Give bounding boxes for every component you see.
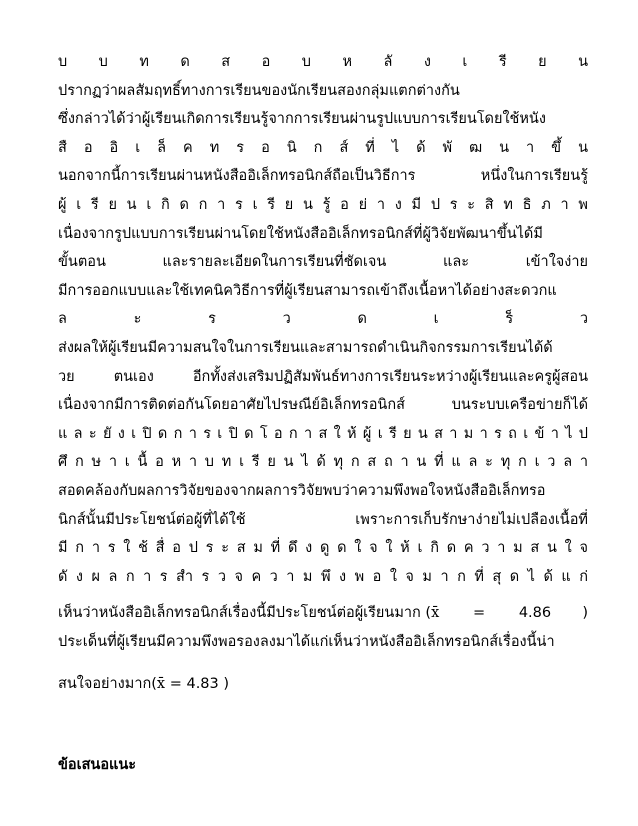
equals-sign-2: = <box>165 676 187 693</box>
paragraph-line: มี ก า ร ใ ช้ สื่ อ ป ร ะ ส ม ที่ ดึ ง ดู ด ใ จ ใ ห้ เ กิ ด ค ว า ม ส น ใ จ <box>58 540 588 557</box>
paragraph-line: วย ตนเอง อีกทั้งส่งเสริมปฏิสัมพันธ์ทางการเรียนระหว่างผู้เรียนและครูผู้สอน <box>58 368 588 385</box>
mean-symbol-2: x̄ <box>156 676 166 693</box>
paragraph-body <box>58 48 588 591</box>
paragraph-line: ล ะ ร ว ด เ ร็ ว <box>58 311 588 328</box>
paragraph-line: บ บ ท ด ส อ บ ห ลั ง เ รี ย น <box>58 54 588 70</box>
mean-result-line-1 <box>58 599 588 628</box>
paragraph-line: นิกส์นั้นมีประโยชน์ต่อผู้ที่ได้ใช้ เพราะการเก็บรักษาง่ายไม่เปลืองเนื้อที่ <box>58 511 588 528</box>
mean-result-text-2: สนใจอย่างมาก( <box>58 676 157 693</box>
paragraph-line: มีการออกแบบและใช้เทคนิควิธีการที่ผู้เรียนสามารถเข้าถึงเนื้อหาได้อย่างสะดวกแ <box>58 282 557 299</box>
paragraph-line: เนื่องจากมีการติดต่อกันโดยอาศัยไปรษณีย์อิเล็กทรอนิกส์ บนระบบเครือข่ายก็ได้ <box>58 397 588 414</box>
paragraph-line: ซึ่งกล่าวได้ว่าผู้เรียนเกิดการเรียนรู้จากการเรียนผ่านรูปแบบการเรียนโดยใช้หนัง <box>58 111 546 128</box>
mean-value-2: 4.83 <box>186 676 219 693</box>
paragraph-line: ผู้ เ รี ย น เ กิ ด ก า ร เ รี ย น รู้ อ ย่ า ง มี ป ร ะ สิ ท ธิ ภ า พ <box>58 196 588 213</box>
paragraph-line: ส่งผลให้ผู้เรียนมีความสนใจในการเรียนและสามารถดำเนินกิจกรรมการเรียนได้ด้ <box>58 339 553 356</box>
paragraph-line: เนื่องจากรูปแบบการเรียนผ่านโดยใช้หนังสืออิเล็กทรอนิกส์ที่ผู้วิจัยพัฒนาขึ้นได้มี <box>58 225 543 242</box>
mean-symbol: x̄ <box>431 605 440 622</box>
equals-sign: = <box>472 605 486 622</box>
paragraph-line: สอดคล้องกับผลการวิจัยของจากผลการวิจัยพบว่าความพึงพอใจหนังสืออิเล็กทรอ <box>58 482 546 499</box>
mean-result-line-2: ประเด็นที่ผู้เรียนมีความพึงพอรองลงมาได้แก่เห็นว่าหนังสืออิเล็กทรอนิกส์เรื่องนี้น่า <box>58 633 555 650</box>
mean-result-line-3 <box>58 670 588 699</box>
paragraph-line: สื อ อิ เ ล็ ค ท ร อ นิ ก ส์ ที่ ไ ด้ พั ฒ น า ขึ้ น <box>58 139 588 156</box>
paragraph-line: แ ล ะ ยั ง เ ปิ ด ก า ร เ ปิ ด โ อ ก า ส ใ ห้ ผู้ เ รี ย น ส า ม า ร ถ เ ข้ า ไ ป <box>58 425 588 442</box>
document-page <box>58 48 588 779</box>
paragraph-line: ดั ง ผ ล ก า ร สำ ร ว จ ค ว า ม พึ ง พ อ ใ จ ม า ก ที่ สุ ด ไ ด้ แ ก่ <box>58 568 588 585</box>
close-paren-2: ) <box>218 676 230 693</box>
paragraph-line: ศึ ก ษ า เ นื้ อ ห า บ ท เ รี ย น ไ ด้ ทุ ก ส ถ า น ที่ แ ล ะ ทุ ก เ ว ล า <box>58 454 588 471</box>
paragraph-line: ปรากฏว่าผลสัมฤทธิ์ทางการเรียนของนักเรียนสองกลุ่มแตกต่างกัน <box>58 82 460 99</box>
paragraph-line: ขั้นตอน และรายละเอียดในการเรียนที่ชัดเจน และ เข้าใจง่าย <box>58 254 588 271</box>
mean-result-text: เห็นว่าหนังสืออิเล็กทรอนิกส์เรื่องนี้มีประโยชน์ต่อผู้เรียนมาก ( <box>58 605 432 622</box>
close-paren: ) <box>582 605 588 622</box>
paragraph-line: นอกจากนี้การเรียนผ่านหนังสืออิเล็กทรอนิกส์ถือเป็นวิธีการ หนึ่งในการเรียนรู้ <box>58 168 588 185</box>
section-heading: ข้อเสนอแนะ <box>58 757 137 774</box>
mean-value: 4.86 <box>518 605 552 622</box>
